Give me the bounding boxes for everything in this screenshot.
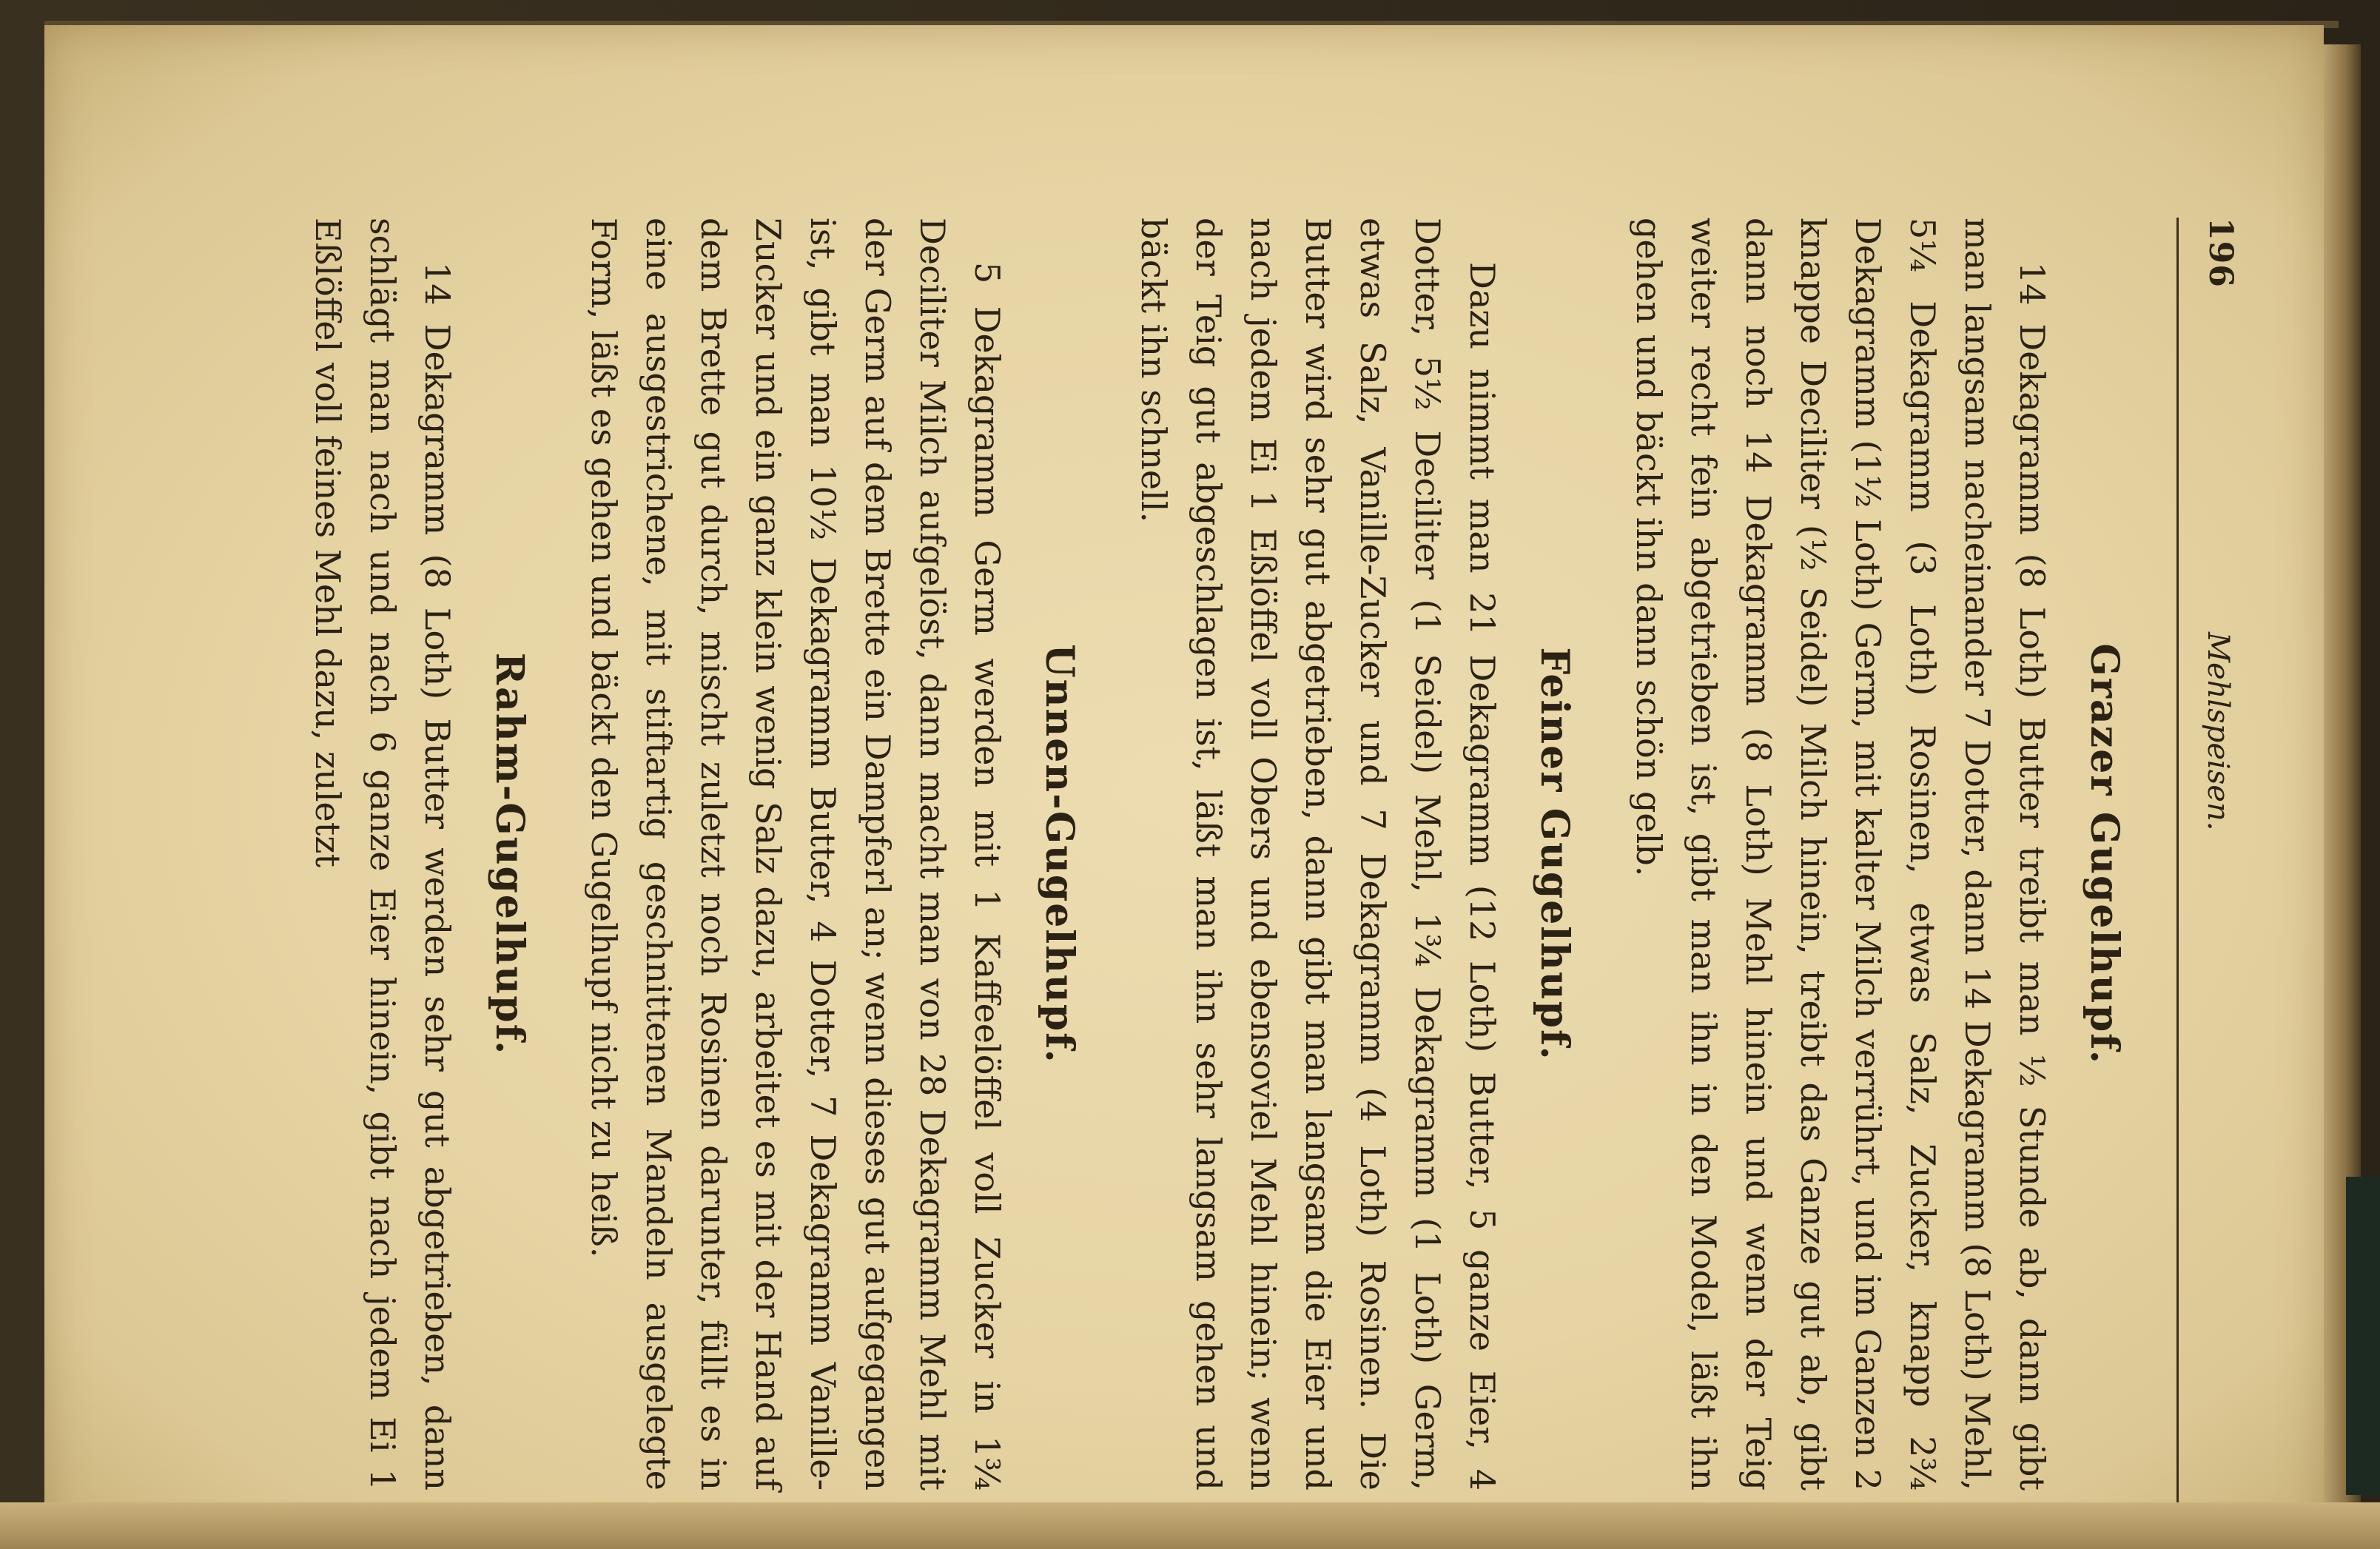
text-column [268,218,2127,1491]
bookmark-ribbon [2346,1177,2380,1495]
section-title: Rahm-Gugelhupf. [487,652,532,1056]
recipe-grazer [1621,218,2127,1491]
section-title: Grazer Gugelhupf. [2082,643,2127,1065]
section-body: 5 Dekagramm Germ werden mit 1 Kaffeelöffel voll Zucker in 1¾ Deciliter Milch aufgelöst, dann macht man von 28 Dekagramm Mehl mit der Germ auf dem Brette ein Dampferl an; wenn dieses gut aufgegangen ist, gibt man 10½ Dekagramm Butter, 4 Dotter, 7 Dekagramm Vanille-Zucker und ein ganz klein wenig Salz dazu, arbeitet es mit der Hand auf dem Brette gut durch, mischt zuletzt noch Rosinen darunter, füllt es in eine ausgestrichene, mit stiftartig geschnittenen Mandeln ausgelegte Form, läßt es gehen und bäckt den Gugelhupf nicht zu heiß. [584,218,1007,1491]
book-bottom-edge [0,1502,2380,1549]
page-number: 196 [2202,218,2239,288]
running-head: Mehlspeisen. [2201,632,2235,831]
section-body: Dazu nimmt man 21 Dekagramm (12 Loth) Butter, 5 ganze Eier, 4 Dotter, 5½ Deciliter (1 Seidel) Mehl, 1¾ Dekagramm (1 Loth) Germ, etwas Salz, Vanille-Zucker und 7 Dekagramm (4 Loth) Rosinen. Die Butter wird sehr gut abgetrieben, dann gibt man langsam die Eier und nach jedem Ei 1 Eßlöffel voll Obers und ebensoviel Mehl hinein; wenn der Teig gut abgeschlagen ist, läßt man ihn sehr langsam gehen und bäckt ihn schnell. [1134,218,1502,1491]
section-body: 14 Dekagramm (8 Loth) Butter werden sehr gut abgetrieben, dann schlägt man nach und nach 6 ganze Eier hinein, gibt nach jedem Ei 1 Eßlöffel voll feines Mehl dazu, zuletzt [308,218,457,1491]
rotated-text-block [99,40,2245,1520]
section-body: 14 Dekagramm (8 Loth) Butter treibt man ½ Stunde ab, dann gibt man langsam nacheinander 7 Dotter, dann 14 Dekagramm (8 Loth) Mehl, 5¼ Dekagramm (3 Loth) Rosinen, etwas Salz, Zucker, knapp 2¾ Dekagramm (1½ Loth) Germ, mit kalter Milch verrührt, und im Ganzen 2 knappe Deciliter (½ Seidel) Milch hinein, treibt das Ganze gut ab, gibt dann noch 14 Dekagramm (8 Loth) Mehl hinein und wenn der Teig weiter recht fein abgetrieben ist, gibt man ihn in den Model, läßt ihn gehen und bäckt ihn dann schön gelb. [1629,218,2052,1491]
section-title: Unnen-Gugelhupf. [1037,644,1082,1064]
recipe-feiner [1126,218,1577,1491]
book-page [44,25,2324,1549]
page-header [2176,218,2245,1520]
recipe-rahm [300,218,532,1491]
section-title: Feiner Gugelhupf. [1532,647,1577,1061]
recipe-unnen [576,218,1082,1491]
